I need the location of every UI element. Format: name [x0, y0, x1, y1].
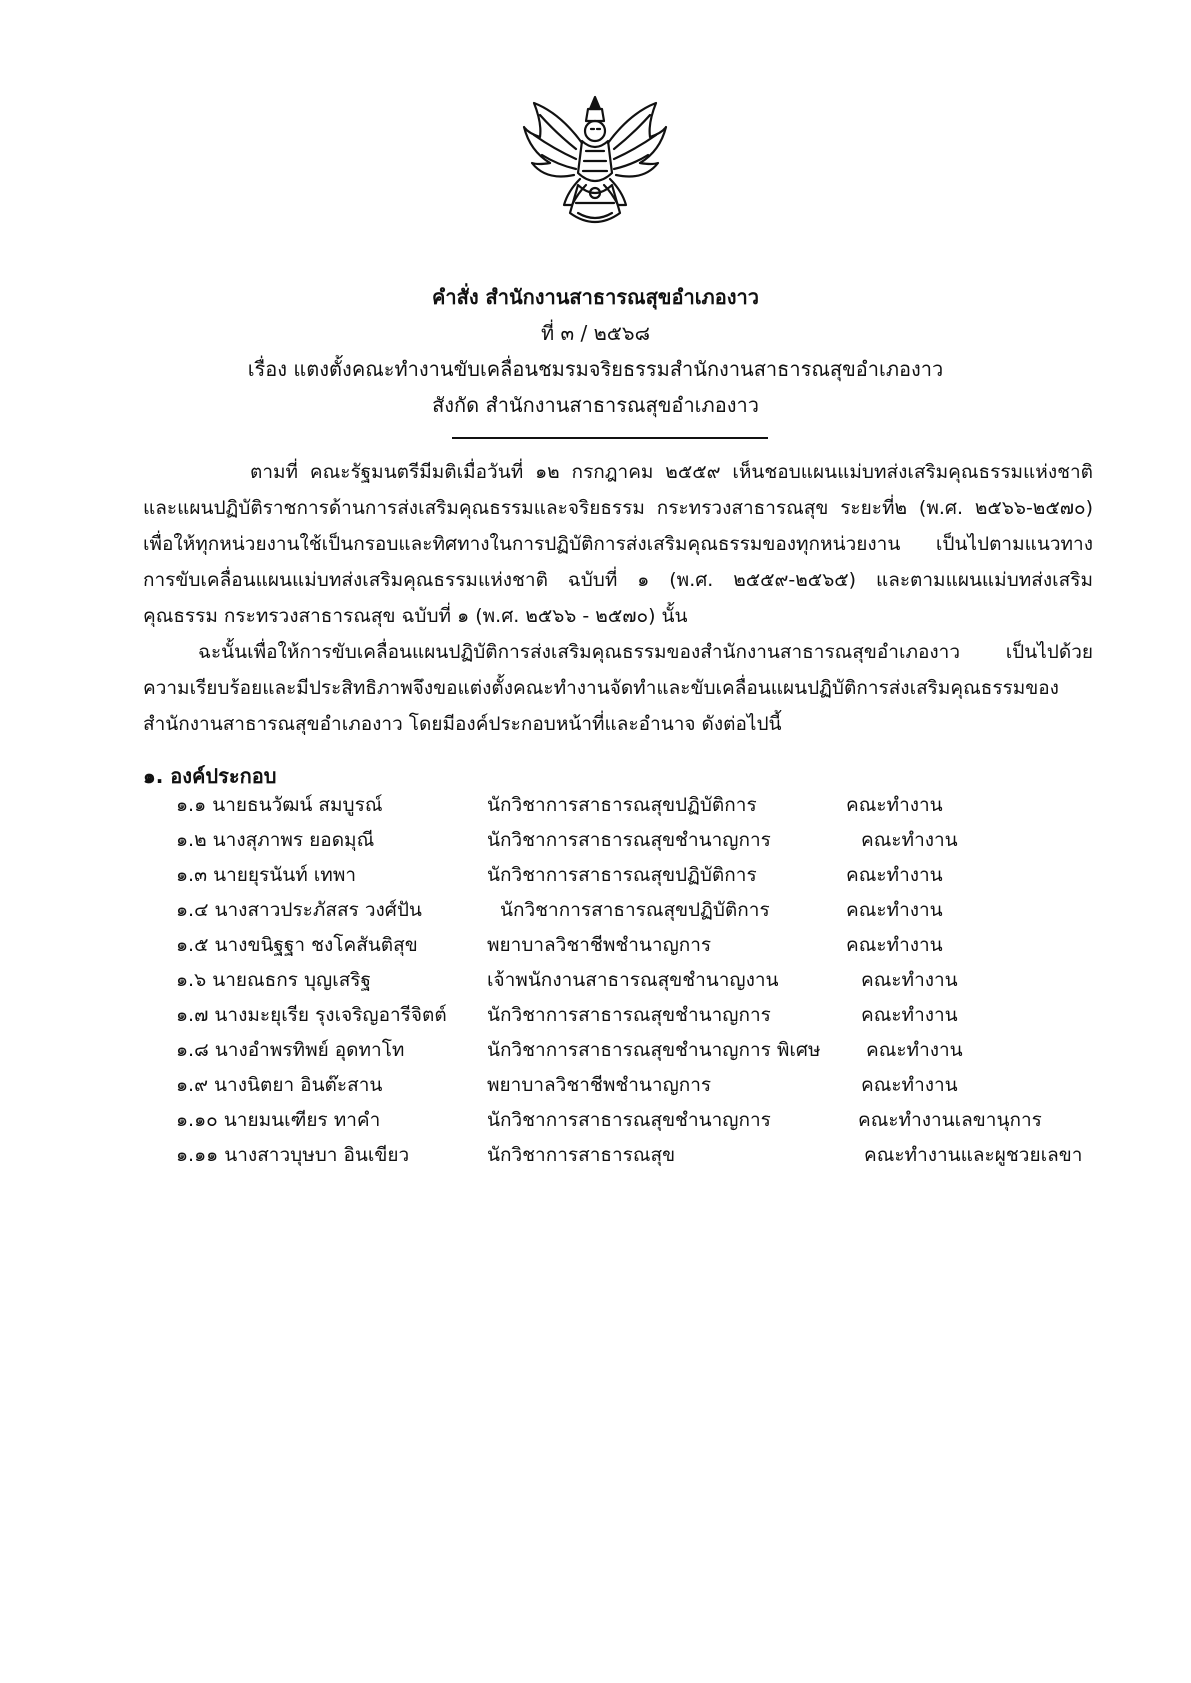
member-position: เจ้าพนักงานสาธารณสุขชำนาญงาน: [487, 969, 779, 991]
member-position: นักวิชาการสาธารณสุขปฏิบัติการ: [487, 794, 757, 816]
member-row: [0, 1067, 1191, 1103]
order-affiliation: สังกัด สำนักงานสาธารณสุขอำเภองาว: [432, 393, 759, 417]
member-row: [0, 1032, 1191, 1068]
member-name: ๑.๗ นางมะยุเรีย รุงเจริญอารีจิตต์: [176, 1004, 447, 1026]
member-name: ๑.๖ นายณธกร บุญเสริฐ: [176, 969, 371, 991]
body-paragraph-1: ตามที่ คณะรัฐมนตรีมีมติเมื่อวันที่ ๑๒ กรกฎาคม ๒๕๕๙ เห็นชอบแผนแม่บทส่งเสริมคุณธรรมแห่งชาติ และแผนปฏิบัติราชการด้านการส่งเสริมคุณธรรมและจริยธรรม กระทรวงสาธารณสุข ระยะที่๒ (พ.ศ. ๒๕๖๖-๒๕๗๐) เพื่อให้ทุกหน่วยงานใช้เป็นกรอบและทิศทางในการปฏิบัติการส่งเสริมคุณธรรมของทุกหน่วยงาน เป็นไปตามแนวทางการขับเคลื่อนแผนแม่บทส่งเสริมคุณธรรมแห่งชาติ ฉบับที่ ๑ (พ.ศ. ๒๕๕๙-๒๕๖๕) และตามแผนแม่บทส่งเสริมคุณธรรม กระทรวงสาธารณสุข ฉบับที่ ๑ (พ.ศ. ๒๕๖๖ - ๒๕๗๐) นั้น: [143, 461, 1093, 627]
member-position: นักวิชาการสาธารณสุขชำนาญการ พิเศษ: [487, 1039, 821, 1061]
member-role: คณะทำงานและผูชวยเลขา: [864, 1144, 1083, 1166]
member-name: ๑.๓ นายยุรนันท์ เทพา: [176, 864, 357, 886]
member-position: พยาบาลวิชาชีพชำนาญการ: [487, 1074, 712, 1096]
member-row: [0, 892, 1191, 928]
order-number: ที่ ๓ / ๒๕๖๘: [540, 321, 651, 345]
member-role: คณะทำงาน: [861, 1074, 958, 1096]
member-row: [0, 787, 1191, 823]
order-body: [143, 454, 1093, 742]
member-row: [0, 822, 1191, 858]
member-name: ๑.๑๑ นางสาวบุษบา อินเขียว: [176, 1144, 410, 1166]
member-name: ๑.๑๐ นายมนเฑียร ทาคำ: [176, 1109, 381, 1131]
member-row: [0, 857, 1191, 893]
member-name: ๑.๘ นางอำพรทิพย์ อุดทาโท: [176, 1039, 405, 1061]
member-row: [0, 1137, 1191, 1173]
member-role: คณะทำงาน: [861, 1004, 958, 1026]
member-name: ๑.๔ นางสาวประภัสสร วงศ์ปัน: [176, 899, 422, 921]
member-name: ๑.๕ นางขนิฐฐา ชงโคสันติสุข: [176, 934, 418, 956]
member-role: คณะทำงาน: [846, 794, 943, 816]
member-row: [0, 1102, 1191, 1138]
section-1-title: ๑. องค์ประกอบ: [143, 764, 277, 788]
body-paragraph-2: ฉะนั้นเพื่อให้การขับเคลื่อนแผนปฏิบัติการส่งเสริมคุณธรรมของสำนักงานสาธารณสุขอำเภองาว เป็นไปด้วยความเรียบร้อยและมีประสิทธิภาพจึงขอแต่งตั้งคณะทำงานจัดทำและขับเคลื่อนแผนปฏิบัติการส่งเสริมคุณธรรมของสำนักงานสาธารณสุขอำเภองาว โดยมีองค์ประกอบหน้าที่และอำนาจ ดังต่อไปนี้: [143, 641, 1093, 735]
member-role: คณะทำงาน: [846, 864, 943, 886]
order-title: คำสั่ง สำนักงานสาธารณสุขอำเภองาว: [432, 285, 759, 309]
member-position: นักวิชาการสาธารณสุขปฏิบัติการ: [487, 864, 757, 886]
heading-divider: [452, 437, 768, 439]
member-row: [0, 962, 1191, 998]
member-position: นักวิชาการสาธารณสุขชำนาญการ: [487, 829, 771, 851]
member-position: นักวิชาการสาธารณสุขปฏิบัติการ: [500, 899, 770, 921]
member-name: ๑.๑ นายธนวัฒน์ สมบูรณ์: [176, 794, 383, 816]
member-role: คณะทำงาน: [861, 829, 958, 851]
member-position: นักวิชาการสาธารณสุขชำนาญการ: [487, 1004, 771, 1026]
member-name: ๑.๒ นางสุภาพร ยอดมุณี: [176, 829, 375, 851]
member-position: นักวิชาการสาธารณสุขชำนาญการ: [487, 1109, 771, 1131]
member-role: คณะทำงาน: [861, 969, 958, 991]
garuda-emblem-icon: [520, 93, 670, 233]
member-role: คณะทำงาน: [846, 934, 943, 956]
order-subject: เรื่อง แตงตั้งคณะทำงานขับเคลื่อนชมรมจริยธรรมสำนักงานสาธารณสุขอำเภองาว: [247, 357, 944, 381]
member-row: [0, 927, 1191, 963]
member-role: คณะทำงานเลขานุการ: [858, 1109, 1042, 1131]
member-position: นักวิชาการสาธารณสุข: [487, 1144, 676, 1166]
member-name: ๑.๙ นางนิตยา อินต๊ะสาน: [176, 1074, 383, 1096]
member-role: คณะทำงาน: [846, 899, 943, 921]
member-position: พยาบาลวิชาชีพชำนาญการ: [487, 934, 712, 956]
member-row: [0, 997, 1191, 1033]
member-role: คณะทำงาน: [866, 1039, 963, 1061]
